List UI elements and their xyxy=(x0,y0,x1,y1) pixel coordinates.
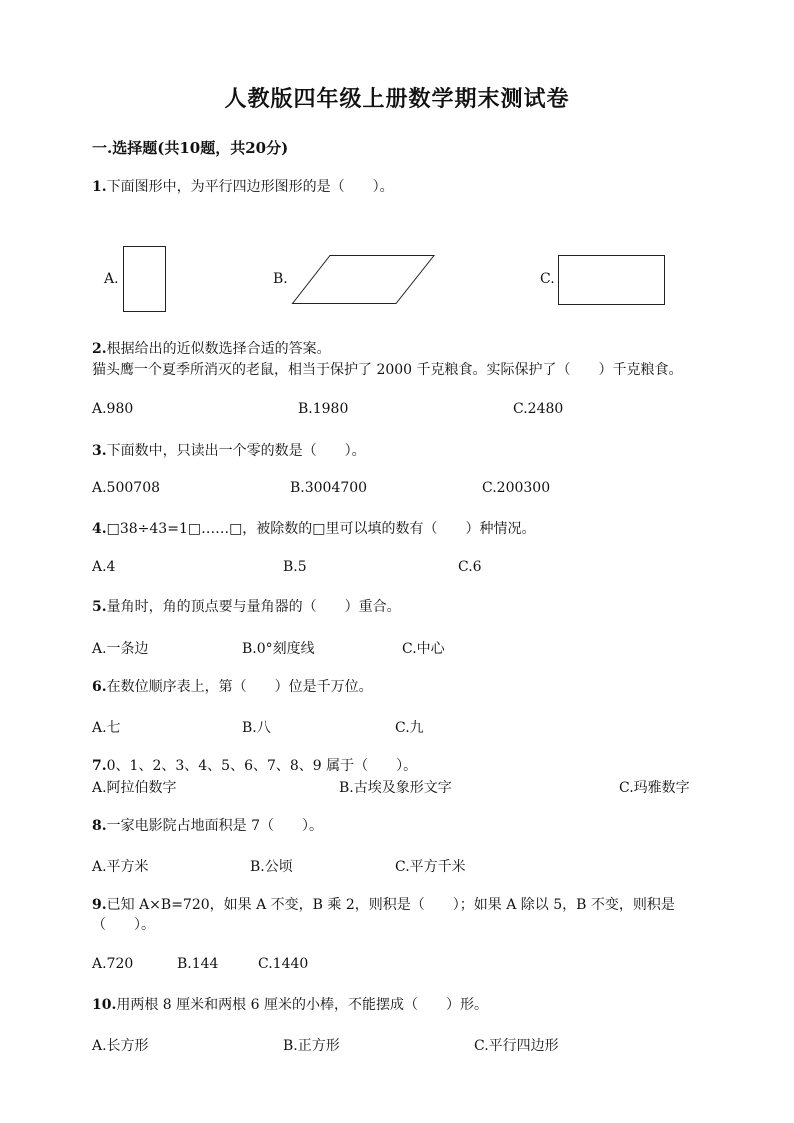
question-number: 2. xyxy=(92,341,107,357)
option-a: A.980 xyxy=(92,401,134,417)
option-a: A.4 xyxy=(92,559,116,575)
option-c: C.平方千米 xyxy=(395,859,466,875)
question-2 xyxy=(92,339,331,359)
option-b: B.5 xyxy=(283,559,307,575)
rectangle-wide-shape xyxy=(558,255,665,305)
question-number: 5. xyxy=(92,599,107,615)
option-b-label: B. xyxy=(273,271,288,287)
question-2-detail: 猫头鹰一个夏季所消灭的老鼠，相当于保护了 2000 千克粮食。实际保护了（ ）千克粮食。 xyxy=(92,362,683,378)
option-b: B.公顷 xyxy=(250,859,293,875)
option-b: B.1980 xyxy=(298,401,349,417)
question-number: 10. xyxy=(92,997,117,1013)
question-5 xyxy=(92,597,401,617)
question-4 xyxy=(92,519,536,539)
option-a: A.七 xyxy=(92,720,121,736)
option-c: C.6 xyxy=(458,559,482,575)
question-number: 3. xyxy=(92,443,107,459)
option-b: B.3004700 xyxy=(290,480,368,496)
section-heading: 一.选择题(共10题，共20分) xyxy=(92,139,289,157)
page-title: 人教版四年级上册数学期末测试卷 xyxy=(224,86,570,112)
question-text: 0、1、2、3、4、5、6、7、8、9 属于（ ）。 xyxy=(106,758,418,774)
option-b: B.正方形 xyxy=(283,1038,340,1054)
question-7 xyxy=(92,756,417,776)
parallelogram-shape xyxy=(292,255,435,304)
question-text: 已知 A×B=720，如果 A 不变，B 乘 2，则积是（ ）；如果 A 除以 5，B 不变，则积是（ ）。 xyxy=(92,897,675,933)
option-c: C.九 xyxy=(395,720,424,736)
question-number: 9. xyxy=(92,897,107,913)
option-a: A.一条边 xyxy=(92,641,149,657)
option-b: B.144 xyxy=(177,956,219,972)
question-number: 8. xyxy=(92,818,107,834)
question-8 xyxy=(92,816,323,836)
question-number: 7. xyxy=(92,758,107,774)
option-c: C.玛雅数字 xyxy=(619,780,690,796)
rectangle-shape xyxy=(123,246,166,312)
question-text: 下面图形中，为平行四边形图形的是（ ）。 xyxy=(106,179,394,195)
question-text: □38÷43=1□……□，被除数的□里可以填的数有（ ）种情况。 xyxy=(106,521,536,537)
option-a: A.长方形 xyxy=(92,1038,149,1054)
option-c: C.中心 xyxy=(402,641,445,657)
option-c: C.200300 xyxy=(482,480,551,496)
option-a: A.500708 xyxy=(92,480,161,496)
option-b: B.八 xyxy=(242,720,271,736)
question-text: 根据给出的近似数选择合适的答案。 xyxy=(106,341,331,357)
question-text: 一家电影院占地面积是 7（ ）。 xyxy=(106,818,323,834)
option-a: A.平方米 xyxy=(92,859,149,875)
question-1 xyxy=(92,177,394,197)
question-text: 在数位顺序表上，第（ ）位是千万位。 xyxy=(106,679,373,695)
option-b: B.古埃及象形文字 xyxy=(339,780,452,796)
question-10 xyxy=(92,995,488,1015)
option-c: C.1440 xyxy=(258,956,309,972)
question-9 xyxy=(92,895,704,935)
option-c: C.2480 xyxy=(513,401,564,417)
question-text: 量角时，角的顶点要与量角器的（ ）重合。 xyxy=(106,599,401,615)
option-c: C.平行四边形 xyxy=(474,1038,559,1054)
option-b: B.0°刻度线 xyxy=(242,641,315,657)
option-a: A.720 xyxy=(92,956,134,972)
option-a-label: A. xyxy=(104,271,119,287)
question-number: 4. xyxy=(92,521,107,537)
option-c-label: C. xyxy=(540,271,555,287)
question-text: 下面数中，只读出一个零的数是（ ）。 xyxy=(106,443,366,459)
option-a: A.阿拉伯数字 xyxy=(92,780,177,796)
question-text: 用两根 8 厘米和两根 6 厘米的小棒，不能摆成（ ）形。 xyxy=(116,997,488,1013)
question-number: 1. xyxy=(92,179,107,195)
question-3 xyxy=(92,441,366,461)
question-number: 6. xyxy=(92,679,107,695)
question-6 xyxy=(92,677,373,697)
